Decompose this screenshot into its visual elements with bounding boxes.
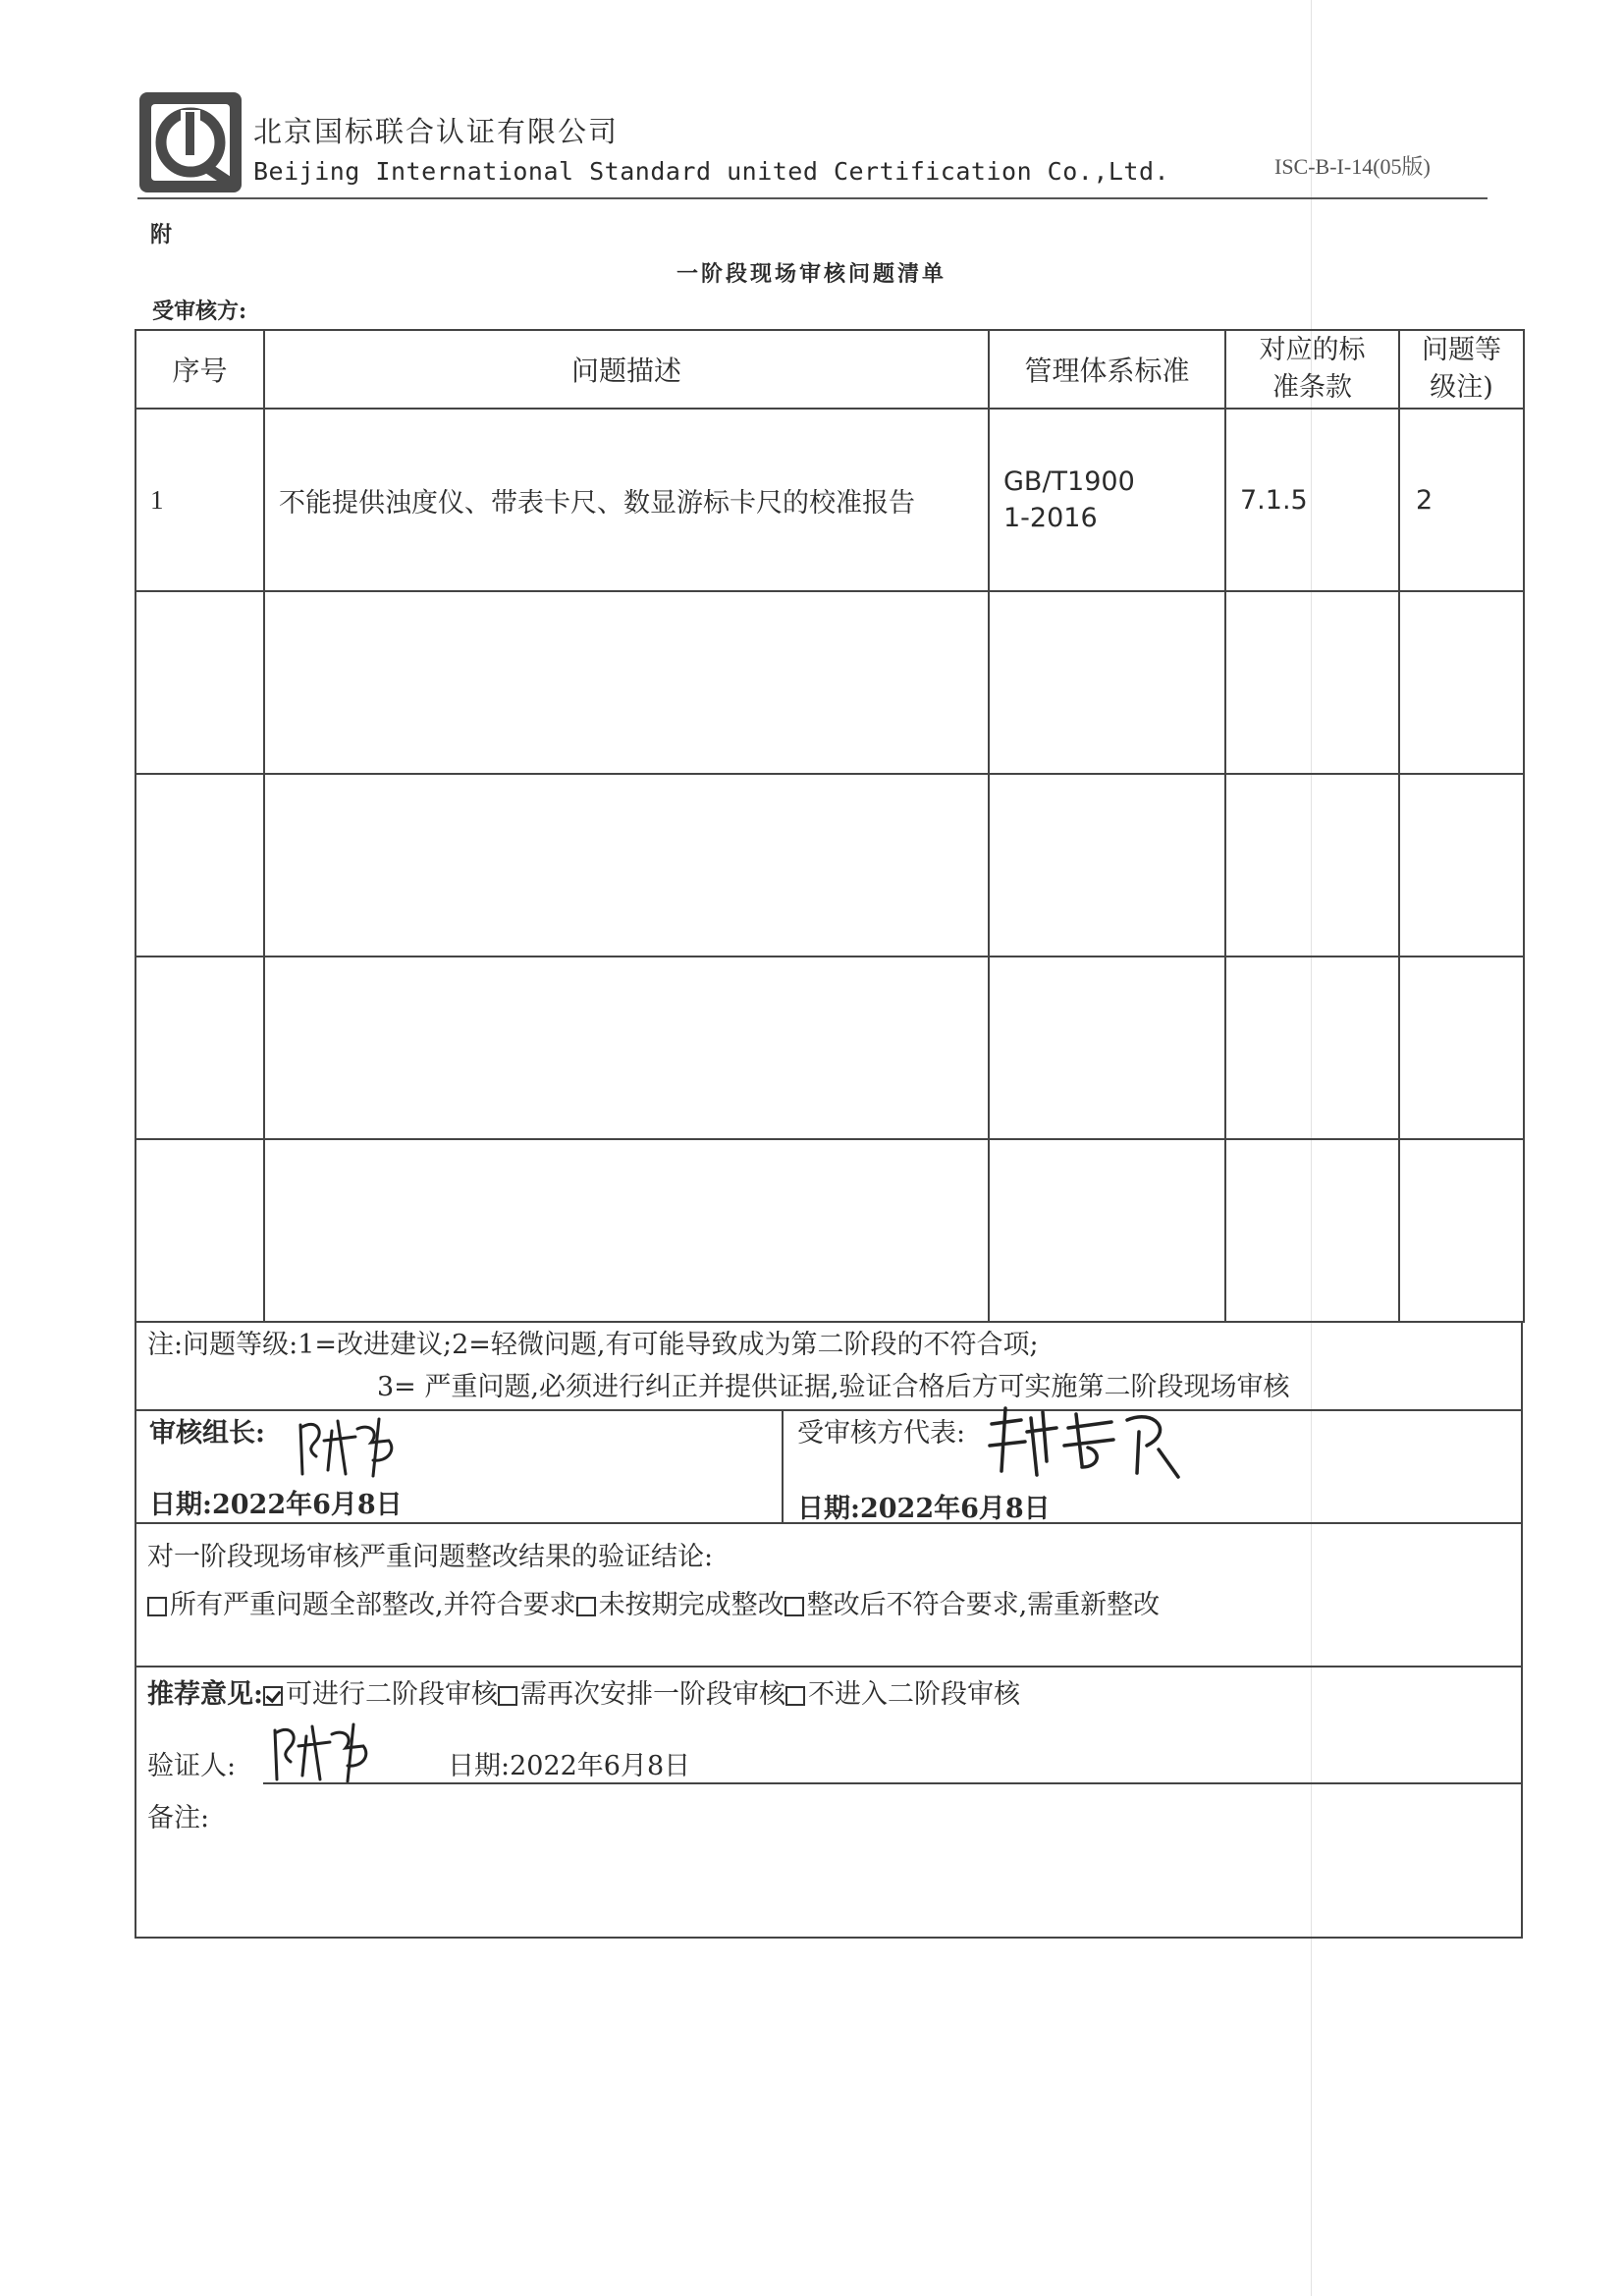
table-row-empty [135, 1139, 1524, 1322]
header-clause-line2: 准条款 [1272, 372, 1352, 403]
issues-table [135, 329, 1525, 1323]
checkbox-proceed-stage2[interactable] [263, 1686, 283, 1706]
row-clause: 7.1.5 [1225, 409, 1399, 591]
header-clause [1225, 330, 1399, 409]
auditee-rep-signature [982, 1402, 1188, 1483]
checkbox-nonconforming[interactable] [784, 1597, 804, 1616]
verifier-signature [269, 1717, 377, 1787]
note-line-2: 3= 严重问题,必须进行纠正并提供证据,验证合格后方可实施第二阶段现场审核 [377, 1372, 1290, 1402]
verification-options [147, 1583, 1160, 1621]
company-logo-icon [137, 90, 243, 194]
verifier-row-line [378, 1782, 1523, 1784]
header-grade-line2: 级注) [1430, 372, 1493, 403]
checkbox-overdue[interactable] [576, 1597, 596, 1616]
team-leader-date: 日期:2022年6月8日 [149, 1490, 403, 1520]
form-title: 一阶段现场审核问题清单 [676, 261, 947, 287]
recommendation-label: 推荐意见: [147, 1679, 263, 1710]
team-leader-label: 审核组长: [149, 1418, 265, 1449]
verifier-signature-line [263, 1782, 381, 1784]
note-line-1: 注:问题等级:1=改进建议;2=轻微问题,有可能导致成为第二阶段的不符合项; [147, 1330, 1039, 1360]
checkbox-no-stage2[interactable] [785, 1686, 805, 1706]
row-std-line2: 1-2016 [1003, 503, 1098, 533]
table-header-row [135, 330, 1524, 409]
row-grade: 2 [1399, 409, 1524, 591]
signature-divider [782, 1410, 784, 1522]
header-std: 管理体系标准 [989, 330, 1225, 409]
option-overdue: 未按期完成整改 [598, 1590, 784, 1620]
header-grade-line1: 问题等 [1422, 335, 1501, 365]
header-desc: 问题描述 [264, 330, 989, 409]
row-seq: 1 [135, 409, 264, 591]
row-desc: 不能提供浊度仪、带表卡尺、数显游标卡尺的校准报告 [264, 409, 989, 591]
option-proceed-stage2: 可进行二阶段审核 [285, 1679, 498, 1710]
table-row [135, 409, 1524, 591]
verifier-label: 验证人: [147, 1751, 237, 1781]
document-number: ISC-B-I-14(05版) [1274, 154, 1431, 179]
team-leader-signature [295, 1411, 403, 1482]
annex-label: 附 [150, 222, 173, 247]
table-row-empty [135, 957, 1524, 1139]
recommendation-line [147, 1672, 1020, 1711]
company-name-en: Beijing International Standard united Certification Co.,Ltd. [253, 157, 1170, 186]
header-grade [1399, 330, 1524, 409]
company-name-cn: 北京国标联合认证有限公司 [253, 115, 620, 148]
option-no-stage2: 不进入二阶段审核 [807, 1679, 1020, 1710]
auditee-rep-label: 受审核方代表: [797, 1418, 966, 1449]
row-std [989, 409, 1225, 591]
remark-label: 备注: [147, 1803, 210, 1833]
row-std-line1: GB/T1900 [1003, 466, 1135, 497]
auditee-label: 受审核方: [152, 299, 247, 324]
header-clause-line1: 对应的标 [1259, 335, 1366, 365]
table-row-empty [135, 591, 1524, 774]
option-repeat-stage1: 需再次安排一阶段审核 [519, 1679, 785, 1710]
checkbox-all-rectified[interactable] [147, 1597, 167, 1616]
header-divider [137, 197, 1488, 199]
auditee-rep-date: 日期:2022年6月8日 [797, 1494, 1051, 1524]
header-seq: 序号 [135, 330, 264, 409]
option-all-rectified: 所有严重问题全部整改,并符合要求 [170, 1590, 576, 1620]
verifier-date: 日期:2022年6月8日 [448, 1751, 691, 1781]
verification-title: 对一阶段现场审核严重问题整改结果的验证结论: [147, 1542, 714, 1572]
option-nonconforming: 整改后不符合要求,需重新整改 [806, 1590, 1161, 1620]
table-row-empty [135, 774, 1524, 957]
checkbox-repeat-stage1[interactable] [498, 1686, 517, 1706]
